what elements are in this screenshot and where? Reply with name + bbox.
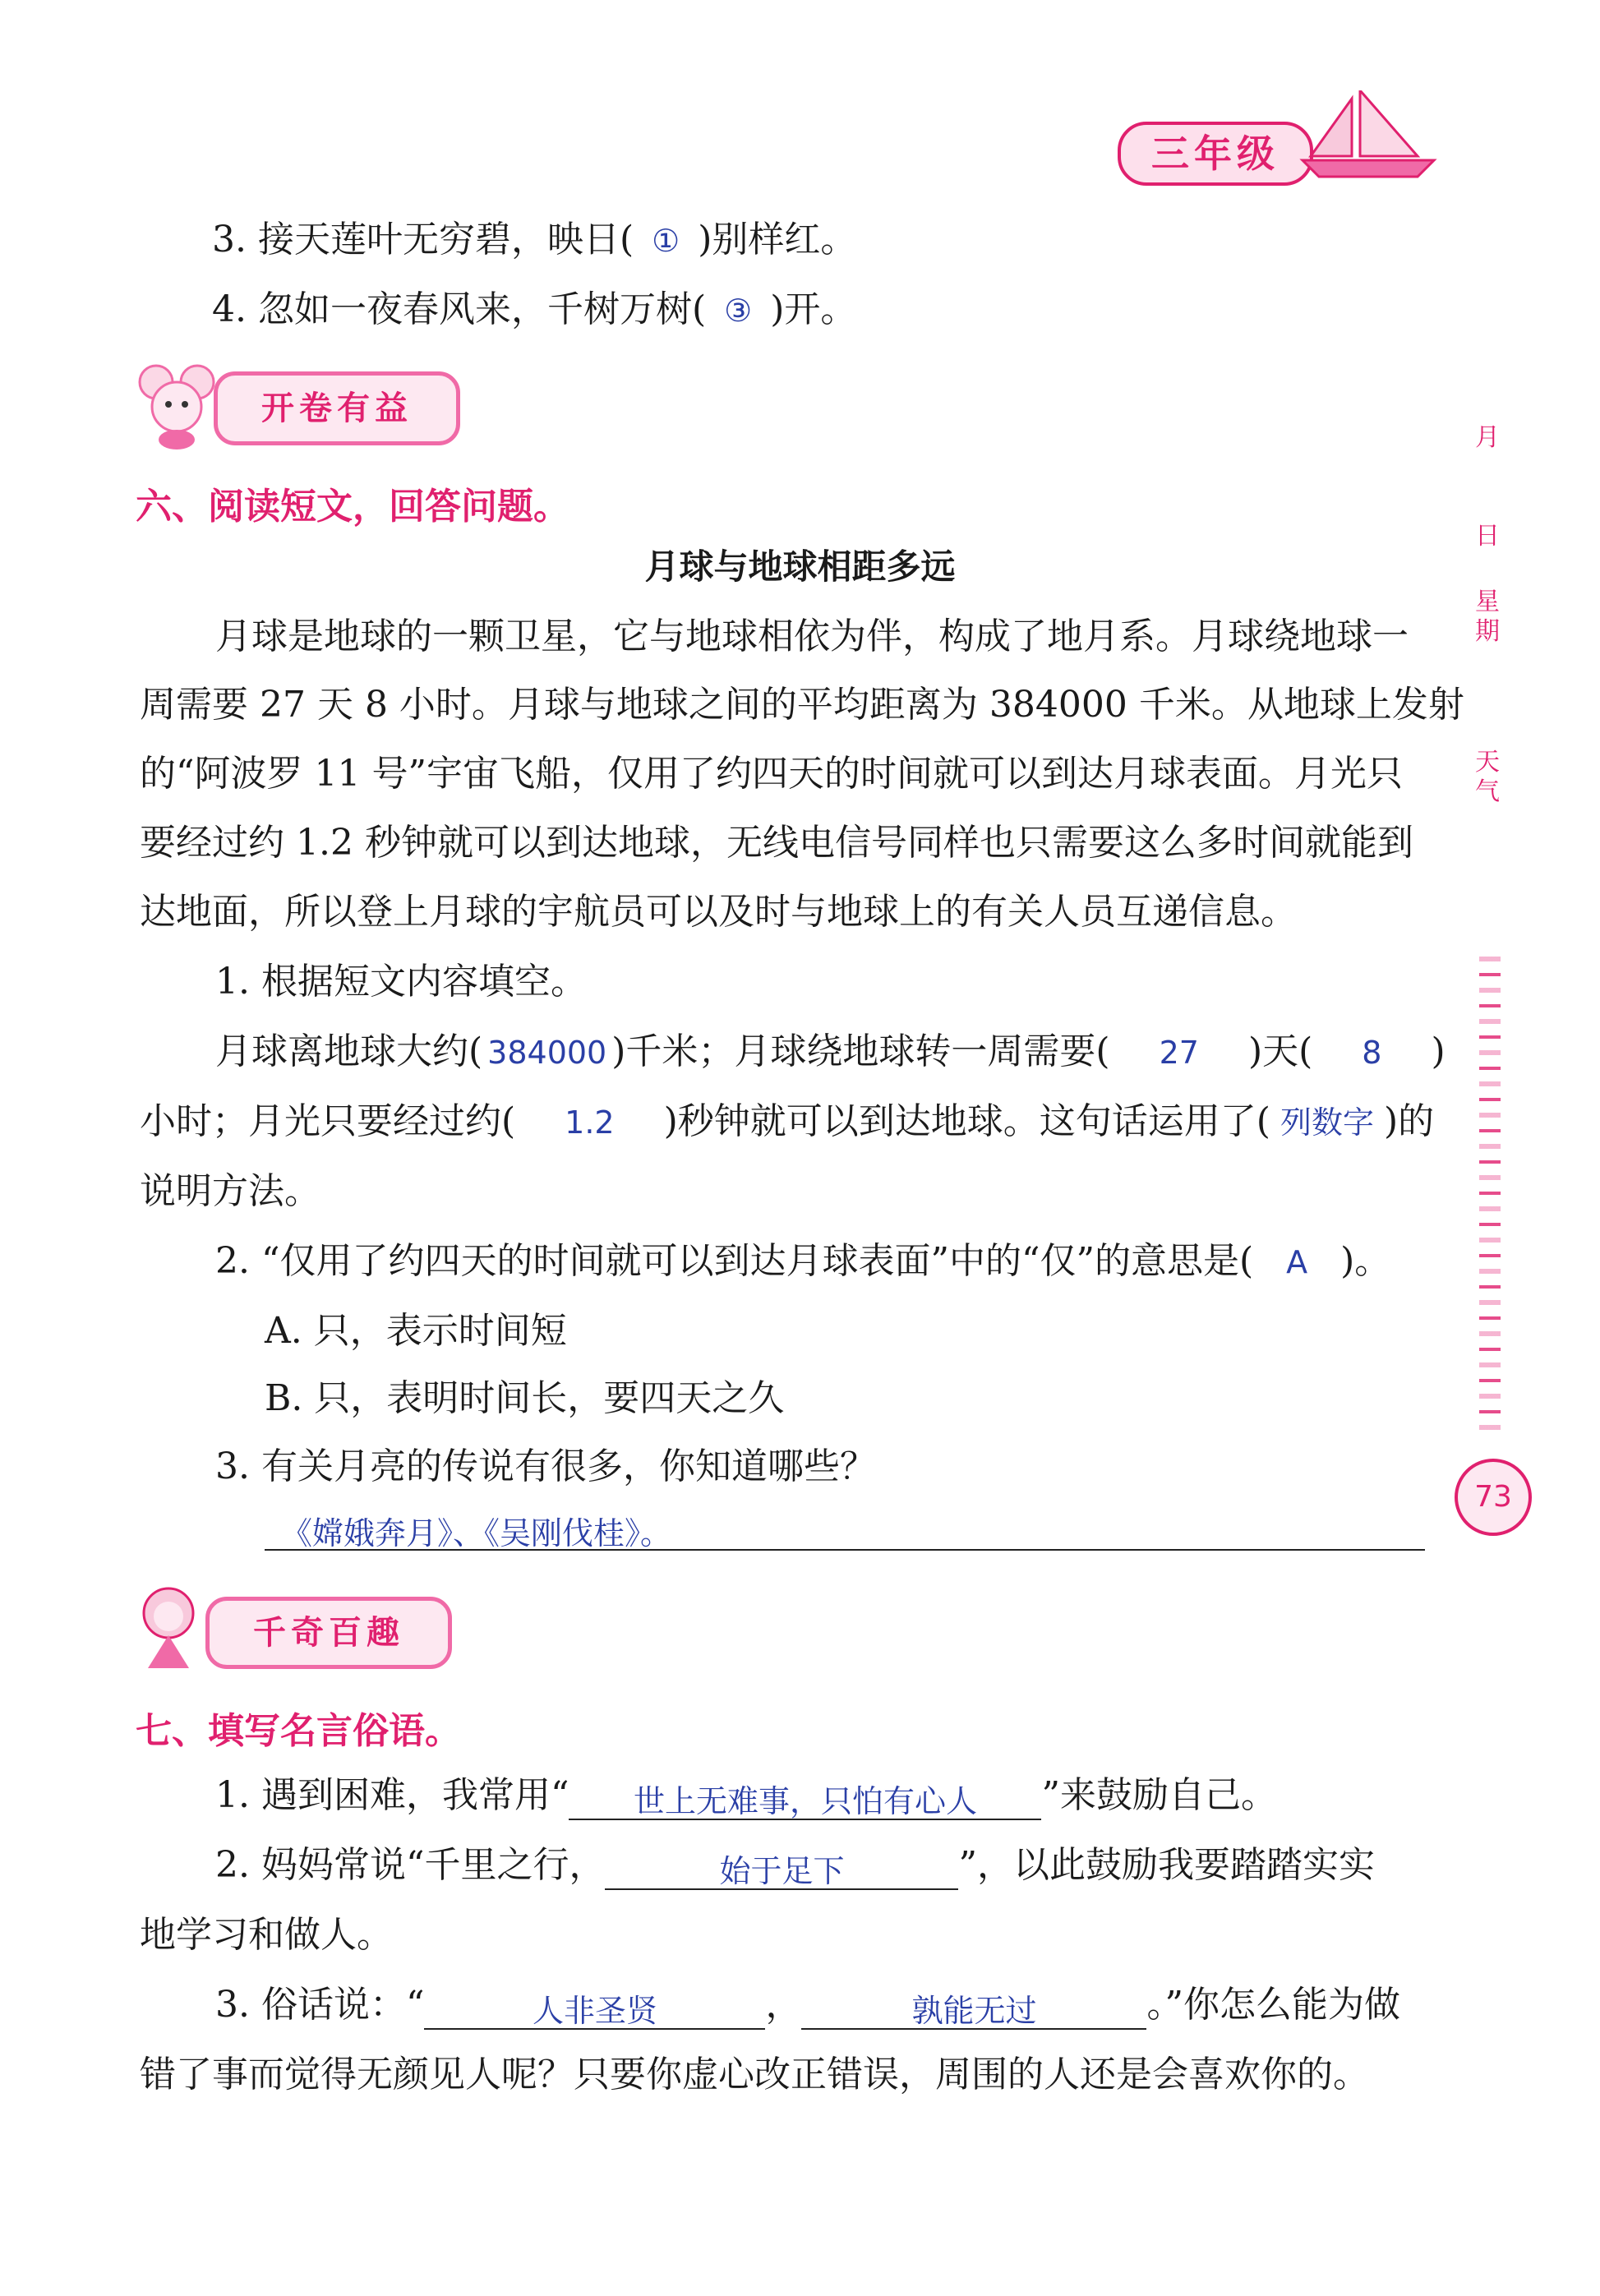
s7-q3: 3. 俗话说：“ 人非圣贤 ， 孰能无过 。”你怎么能为做 bbox=[215, 1984, 1400, 2029]
answer-seconds: 1.2 bbox=[565, 1104, 615, 1141]
side-day: 日 bbox=[1475, 522, 1500, 551]
answer-distance: 384000 bbox=[487, 1035, 607, 1071]
sailboat-icon bbox=[1294, 90, 1442, 181]
grade-badge-text: 三年级 bbox=[1118, 122, 1313, 186]
banner-kaijuan bbox=[136, 362, 464, 452]
section7-heading: 七、填写名言俗语。 bbox=[136, 1710, 461, 1752]
q2-prompt: 2. “仅用了约四天的时间就可以到达月球表面”中的“仅”的意思是( A )。 bbox=[215, 1240, 1391, 1282]
q1-line1: 月球离地球大约( 384000 )千米；月球绕地球转一周需要( 27 )天( 8 ) bbox=[215, 1030, 1446, 1072]
s7-q3-answer-1: 人非圣贤 bbox=[532, 1993, 657, 2029]
answer-days: 27 bbox=[1159, 1035, 1199, 1071]
q3-answer-line bbox=[265, 1500, 1425, 1551]
passage-line: 月球是地球的一颗卫星，它与地球相依为伴，构成了地月系。月球绕地球一 bbox=[215, 615, 1409, 657]
q1-line3: 说明方法。 bbox=[140, 1170, 320, 1212]
s7-q3-answer-2: 孰能无过 bbox=[911, 1993, 1037, 2029]
q2-option-a: A. 只，表示时间短 bbox=[265, 1310, 567, 1352]
answer-method: 列数字 bbox=[1280, 1104, 1374, 1141]
passage-line: 周需要 27 天 8 小时。月球与地球之间的平均距离为 384000 千米。从地球上发射 bbox=[140, 684, 1464, 726]
s7-q2-blank bbox=[605, 1846, 958, 1890]
s7-q1-blank bbox=[569, 1776, 1041, 1820]
q1-prompt: 1. 根据短文内容填空。 bbox=[215, 961, 587, 1003]
s7-q2-answer: 始于足下 bbox=[719, 1853, 845, 1889]
banner-qianqi-label: 千奇百趣 bbox=[205, 1597, 452, 1669]
side-month: 月 bbox=[1475, 423, 1500, 452]
poem-item-4: 4. 忽如一夜春风来，千树万树( ③ )开。 bbox=[212, 288, 857, 330]
poem-item-3: 3. 接天莲叶无穷碧，映日( ① )别样红。 bbox=[212, 219, 857, 260]
grade-badge bbox=[1109, 115, 1455, 189]
banner-kaijuan-label: 开卷有益 bbox=[214, 371, 460, 445]
mouse-mascot-icon bbox=[136, 362, 226, 452]
q2-option-b: B. 只，表明时间长，要四天之久 bbox=[265, 1377, 785, 1419]
q3-prompt: 3. 有关月亮的传说有很多，你知道哪些？ bbox=[215, 1445, 876, 1487]
s7-q1-answer: 世上无难事，只怕有心人 bbox=[633, 1783, 977, 1819]
poem-answer-3: ① bbox=[652, 223, 680, 259]
s7-q3-blank-2 bbox=[801, 1985, 1146, 2030]
side-decoration bbox=[1479, 945, 1501, 1430]
q3-answer: 《嫦娥奔月》、《吴刚伐桂》。 bbox=[281, 1515, 672, 1551]
girl-mascot-icon bbox=[136, 1582, 210, 1672]
side-weather: 天气 bbox=[1475, 748, 1500, 806]
page-number bbox=[1455, 1459, 1532, 1536]
banner-qianqi bbox=[136, 1582, 464, 1672]
side-weekday: 星期 bbox=[1475, 588, 1500, 646]
passage-line: 达地面，所以登上月球的宇航员可以及时与地球上的有关人员互递信息。 bbox=[140, 891, 1297, 933]
s7-q3-line2: 错了事而觉得无颜见人呢？只要你虚心改正错误，周围的人还是会喜欢你的。 bbox=[140, 2054, 1369, 2095]
q2-answer: A bbox=[1286, 1244, 1308, 1280]
answer-hours: 8 bbox=[1362, 1035, 1382, 1071]
passage-line: 要经过约 1.2 秒钟就可以到达地球，无线电信号同样也只需要这么多时间就能到 bbox=[140, 822, 1413, 864]
passage-line: 的“阿波罗 11 号”宇宙飞船，仅用了约四天的时间就可以到达月球表面。月光只 bbox=[140, 753, 1403, 795]
q1-line2: 小时；月光只要经过约( 1.2 )秒钟就可以到达地球。这句话运用了( 列数字 )的 bbox=[140, 1100, 1435, 1142]
s7-q2: 2. 妈妈常说“千里之行， 始于足下 ”，以此鼓励我要踏踏实实 bbox=[215, 1844, 1375, 1889]
poem-answer-4: ③ bbox=[724, 293, 753, 329]
page-number-text: 73 bbox=[1474, 1480, 1512, 1514]
section6-heading: 六、阅读短文，回答问题。 bbox=[136, 486, 569, 528]
passage-title: 月球与地球相距多远 bbox=[644, 546, 956, 587]
s7-q1: 1. 遇到困难，我常用“ 世上无难事，只怕有心人 ”来鼓励自己。 bbox=[215, 1774, 1277, 1819]
s7-q3-blank-1 bbox=[424, 1985, 765, 2030]
s7-q2-line2: 地学习和做人。 bbox=[140, 1914, 393, 1956]
